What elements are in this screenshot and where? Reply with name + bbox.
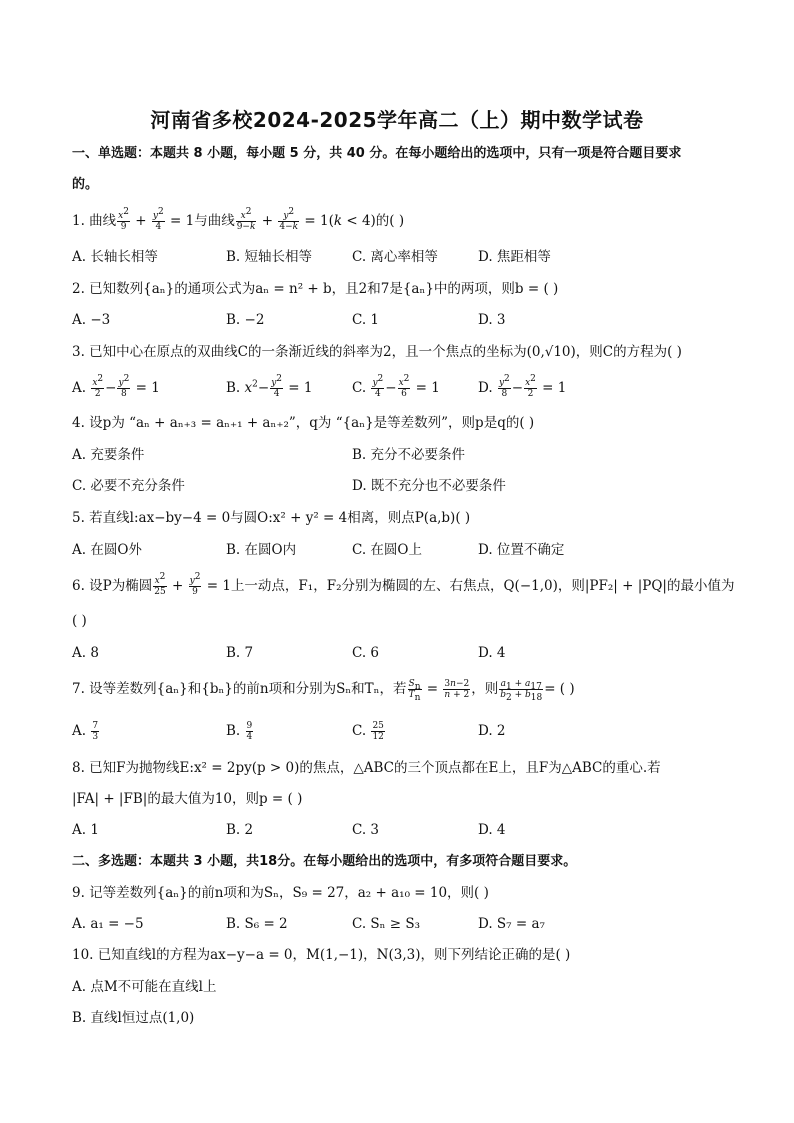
q5-option-d[interactable]: D. 位置不确定 (478, 542, 565, 558)
q6-option-b[interactable]: B. 7 (226, 645, 254, 661)
q10-option-a[interactable]: A. 点M不可能在直线l上 (72, 979, 217, 995)
page-title: 河南省多校2024-2025学年高二（上）期中数学试卷 (150, 108, 644, 132)
question-9-options (72, 914, 732, 934)
q9-option-c[interactable]: C. Sₙ ≥ S₃ (352, 916, 421, 932)
q7-option-a[interactable]: A. $\frac{7}{3}$ (72, 721, 99, 742)
question-6: 6. 设P为椭圆 $\frac{x^2}{25}$ + $\frac{y^2}{9}$ = 1上一动点，F₁，F₂分别为椭圆的左、右焦点，Q(−1,0)，则|PF₂| + |PQ|的最小值为 (72, 572, 735, 597)
q2-option-b[interactable]: B. −2 (226, 312, 265, 328)
q9-option-d[interactable]: D. S₇ = a₇ (478, 916, 545, 932)
question-5-options (72, 540, 732, 560)
question-4-options-row1 (72, 445, 732, 465)
question-9: 9. 记等差数列{aₙ}的前n项和为Sₙ，S₉ = 27，a₂ + a₁₀ = 10，则( ) (72, 885, 489, 901)
q8-option-a[interactable]: A. 1 (72, 822, 99, 838)
q3-option-b[interactable]: B. $x^2-$ $\frac{y^2}{4}$ = 1 (226, 374, 313, 399)
question-4: 4. 设p为 “aₙ + aₙ₊₃ = aₙ₊₁ + aₙ₊₂”，q为 “{aₙ}是等差数列”，则p是q的( ) (72, 415, 535, 431)
q10-option-b[interactable]: B. 直线l恒过点(1,0) (72, 1010, 195, 1026)
q2-option-a[interactable]: A. −3 (72, 312, 111, 328)
q1-option-b[interactable]: B. 短轴长相等 (226, 249, 313, 265)
q5-option-c[interactable]: C. 在圆O上 (352, 542, 422, 558)
q9-option-b[interactable]: B. S₆ = 2 (226, 916, 288, 932)
q8-option-c[interactable]: C. 3 (352, 822, 380, 838)
q3-option-d[interactable]: D. $\frac{y^2}{8}$ − $\frac{x^2}{2}$ = 1 (478, 374, 567, 399)
q3-option-c[interactable]: C. $\frac{y^2}{4}$ − $\frac{x^2}{6}$ = 1 (352, 374, 440, 399)
question-3-options (72, 374, 732, 399)
q6-option-a[interactable]: A. 8 (72, 645, 99, 661)
question-7: 7. 设等差数列{aₙ}和{bₙ}的前n项和分别为Sₙ和Tₙ，若 $\frac{S_n}{T_n}$ = $\frac{3n-2}{n + 2}$ ，则 $\frac{a_1 + a_{17}}{b_2 + b_{18}}$ = ( ) (72, 679, 575, 703)
q6-option-c[interactable]: C. 6 (352, 645, 380, 661)
question-5: 5. 若直线l:ax−by−4 = 0与圆O:x² + y² = 4相离，则点P(a,b)( ) (72, 510, 471, 526)
question-8-cont: |FA| + |FB|的最大值为10，则p = ( ) (72, 791, 303, 807)
q4-option-a[interactable]: A. 充要条件 (72, 447, 145, 463)
q8-option-b[interactable]: B. 2 (226, 822, 254, 838)
q1-option-d[interactable]: D. 焦距相等 (478, 249, 551, 265)
question-2: 2. 已知数列{aₙ}的通项公式为aₙ = n² + b，且2和7是{aₙ}中的两项，则b = ( ) (72, 281, 559, 297)
q4-option-b[interactable]: B. 充分不必要条件 (352, 447, 466, 463)
q1-option-c[interactable]: C. 离心率相等 (352, 249, 438, 265)
q9-option-a[interactable]: A. a₁ = −5 (72, 916, 144, 932)
section-1-header: 一、单选题：本题共 8 小题，每小题 5 分，共 40 分。在每小题给出的选项中，只有一项是符合题目要求 (72, 146, 682, 161)
question-4-options-row2 (72, 476, 732, 496)
question-6-options (72, 643, 732, 663)
question-7-options (72, 721, 732, 741)
q3-option-a[interactable]: A. $\frac{x^2}{2}$ − $\frac{y^2}{8}$ = 1 (72, 374, 160, 399)
q6-option-d[interactable]: D. 4 (478, 645, 506, 661)
q7-option-b[interactable]: B. $\frac{9}{4}$ (226, 721, 253, 742)
q5-option-a[interactable]: A. 在圆O外 (72, 542, 142, 558)
q2-option-d[interactable]: D. 3 (478, 312, 506, 328)
q4-option-c[interactable]: C. 必要不充分条件 (72, 478, 185, 494)
q7-option-c[interactable]: C. $\frac{25}{12}$ (352, 721, 384, 742)
section-2-header: 二、多选题：本题共 3 小题，共18分。在每小题给出的选项中，有多项符合题目要求。 (72, 854, 577, 869)
question-8: 8. 已知F为抛物线E:x² = 2py(p > 0)的焦点，△ABC的三个顶点都在E上，且F为△ABC的重心.若 (72, 760, 661, 776)
question-8-options (72, 820, 732, 840)
question-1: 1. 曲线 $\frac{x^2}{9}$ + $\frac{y^2}{4}$ = 1与曲线 $\frac{x^2}{9-k}$ + $\frac{y^2}{4-k}$ = 1(k < 4)的( ) (72, 207, 405, 232)
q4-option-d[interactable]: D. 既不充分也不必要条件 (352, 478, 506, 494)
question-3: 3. 已知中心在原点的双曲线C的一条渐近线的斜率为2，且一个焦点的坐标为(0,√10)，则C的方程为( ) (72, 344, 682, 360)
q7-option-d[interactable]: D. 2 (478, 723, 506, 739)
q8-option-d[interactable]: D. 4 (478, 822, 506, 838)
section-1-header-cont: 的。 (72, 177, 99, 192)
question-1-options (72, 247, 732, 267)
q1-option-a[interactable]: A. 长轴长相等 (72, 249, 158, 265)
q2-option-c[interactable]: C. 1 (352, 312, 380, 328)
question-6-cont: ( ) (72, 613, 87, 629)
question-2-options (72, 310, 732, 330)
q5-option-b[interactable]: B. 在圆O内 (226, 542, 297, 558)
question-10: 10. 已知直线l的方程为ax−y−a = 0，M(1,−1)，N(3,3)，则下列结论正确的是( ) (72, 947, 571, 963)
